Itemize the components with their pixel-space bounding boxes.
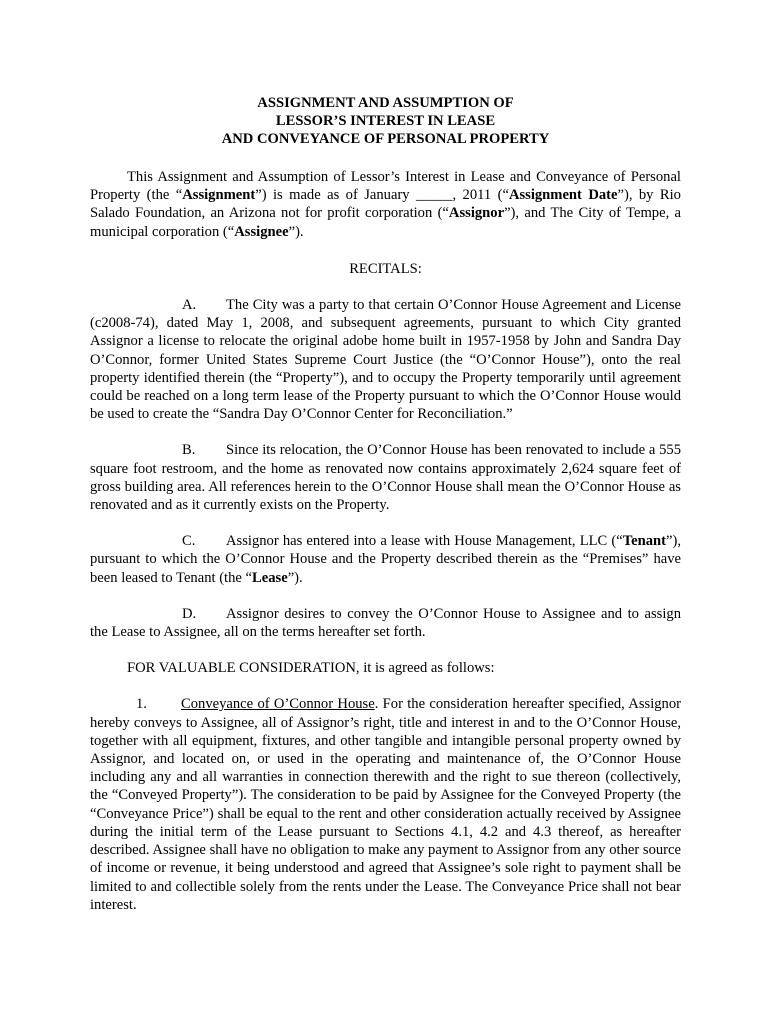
recital-d-letter: D. xyxy=(182,605,197,622)
recital-c-text-2: ”), pursuant to which the O’Connor House and the Property described therein as the “Premises” have been leased to Tenant (the “ xyxy=(90,533,681,586)
intro-term-assignment: Assignment xyxy=(182,187,256,204)
consideration-paragraph: FOR VALUABLE CONSIDERATION, it is agreed as follows: xyxy=(127,660,495,677)
recital-c-letter: C. xyxy=(182,533,196,550)
recital-a-letter: A. xyxy=(182,297,197,314)
recital-c-term-tenant: Tenant xyxy=(622,533,666,550)
recital-b-letter: B. xyxy=(182,442,196,459)
recital-c xyxy=(90,532,681,587)
title-line-1: ASSIGNMENT AND ASSUMPTION OF xyxy=(257,95,514,111)
intro-term-assignor: Assignor xyxy=(448,205,505,222)
document-body xyxy=(90,94,681,914)
recital-d xyxy=(90,605,681,641)
intro-text-5: ”). xyxy=(288,223,304,240)
recital-b xyxy=(90,441,681,514)
recital-c-term-lease: Lease xyxy=(252,569,288,586)
title-line-3: AND CONVEYANCE OF PERSONAL PROPERTY xyxy=(221,131,550,147)
recital-a xyxy=(90,296,681,423)
recitals-heading: RECITALS: xyxy=(349,260,422,277)
section-1-heading: Conveyance of O’Connor House xyxy=(181,696,375,713)
intro-text-2: ”) is made as of January _____, 2011 (“ xyxy=(255,187,509,204)
title-line-2: LESSOR’S INTEREST IN LEASE xyxy=(275,113,496,129)
recital-a-text: The City was a party to that certain O’Connor House Agreement and License (c2008-74), dated May 1, 2008, and subsequent agreements, pursuant to which City granted Assignor a license to relocate the original adobe home built in 1957-1958 by John and Sandra Day O’Connor, former United States Supreme Court Justice (the “O’Connor House”), onto the real property identified therein (the “Property”), and to occupy the Property temporarily until agreement could be reached on a long term lease of the Property pursuant to which the O’Connor House would be used to create the “Sandra Day O’Connor Center for Reconciliation.” xyxy=(90,297,681,423)
recital-c-text-3: ”). xyxy=(287,569,303,586)
recital-c-text-1: Assignor has entered into a lease with House Management, LLC (“ xyxy=(226,533,623,550)
recital-d-text: Assignor desires to convey the O’Connor House to Assignee and to assign the Lease to Assignee, all on the terms hereafter set forth. xyxy=(90,605,681,641)
document-title xyxy=(90,94,681,148)
intro-term-assignment-date: Assignment Date xyxy=(508,187,618,204)
section-1-text: . For the consideration hereafter specified, Assignor hereby conveys to Assignee, all of Assignor’s right, title and interest in and to the O’Connor House, together with all equipment, fixtures, and other tangible and intangible personal property owned by Assignor, and located on, or used in the operating and maintenance of, the O’Connor House including any and all warranties in connection therewith and the right to sue thereon (collectively, the “Conveyed Property”). The consideration to be paid by Assignee for the Conveyed Property (the “Conveyance Price”) shall be equal to the rent and other consideration actually received by Assignee during the initial term of the Lease pursuant to Sections 4.1, 4.2 and 4.3 thereof, as hereafter described. Assignee shall have no obligation to make any payment to Assignor from any other source of income or revenue, it being understood and agreed that Assignee’s sole right to payment shall be limited to and collectible solely from the rents under the Lease. The Conveyance Price shall not bear interest. xyxy=(90,696,682,913)
intro-text-4: ”), and The City of Tempe, a municipal corporation (“ xyxy=(90,205,681,240)
intro-text-1: This Assignment and Assumption of Lessor’s Interest in Lease and Conveyance of Personal Property (the “ xyxy=(90,169,681,204)
intro-text-3: ”), by Rio Salado Foundation, an Arizona not for profit corporation (“ xyxy=(90,187,681,222)
section-1 xyxy=(90,695,681,913)
section-1-number: 1. xyxy=(136,696,147,713)
intro-term-assignee: Assignee xyxy=(234,223,289,240)
recital-b-text: Since its relocation, the O’Connor House has been renovated to include a 555 square foot restroom, and the home as renovated now contains approximately 2,624 square feet of gross building area. All references herein to the O’Connor House shall mean the O’Connor House as renovated and as it currently exists on the Property. xyxy=(90,442,681,514)
intro-paragraph xyxy=(90,168,681,241)
